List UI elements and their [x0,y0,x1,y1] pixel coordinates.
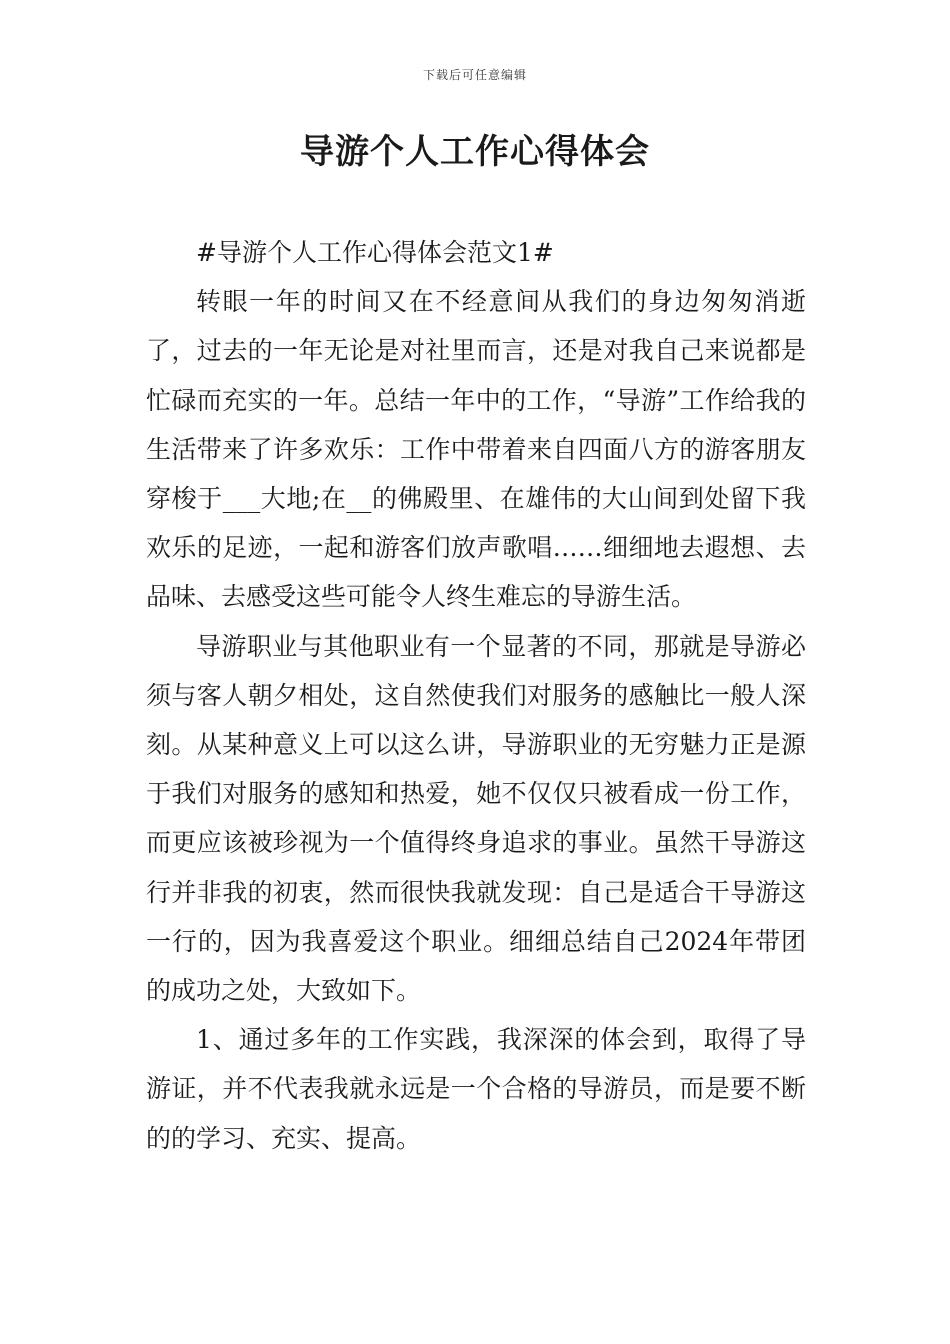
document-body [146,228,806,1163]
paragraph: 导游职业与其他职业有一个显著的不同，那就是导游必须与客人朝夕相处，这自然使我们对服务的感触比一般人深刻。从某种意义上可以这么讲，导游职业的无穷魅力正是源于我们对服务的感知和热爱，她不仅仅只被看成一份工作，而更应该被珍视为一个值得终身追求的事业。虽然干导游这行并非我的初衷，然而很快我就发现：自己是适合干导游这一行的，因为我喜爱这个职业。细细总结自己2024年带团的成功之处，大致如下。 [146,631,806,1006]
paragraph: 1、通过多年的工作实践，我深深的体会到，取得了导游证，并不代表我就永远是一个合格的导游员，而是要不断的的学习、充实、提高。 [146,1025,806,1153]
header-note: 下载后可任意编辑 [422,68,527,82]
section-heading: #导游个人工作心得体会范文1# [196,238,554,267]
document-title: 导游个人工作心得体会 [300,132,650,172]
paragraph: 转眼一年的时间又在不经意间从我们的身边匆匆消逝了，过去的一年无论是对社里而言，还是对我自己来说都是忙碌而充实的一年。总结一年中的工作，“导游”工作给我的生活带来了许多欢乐：工作中带着来自四面八方的游客朋友穿梭于___大地;在__的佛殿里、在雄伟的大山间到处留下我欢乐的足迹，一起和游客们放声歌唱……细细地去遐想、去品味、去感受这些可能令人终生难忘的导游生活。 [146,287,806,612]
